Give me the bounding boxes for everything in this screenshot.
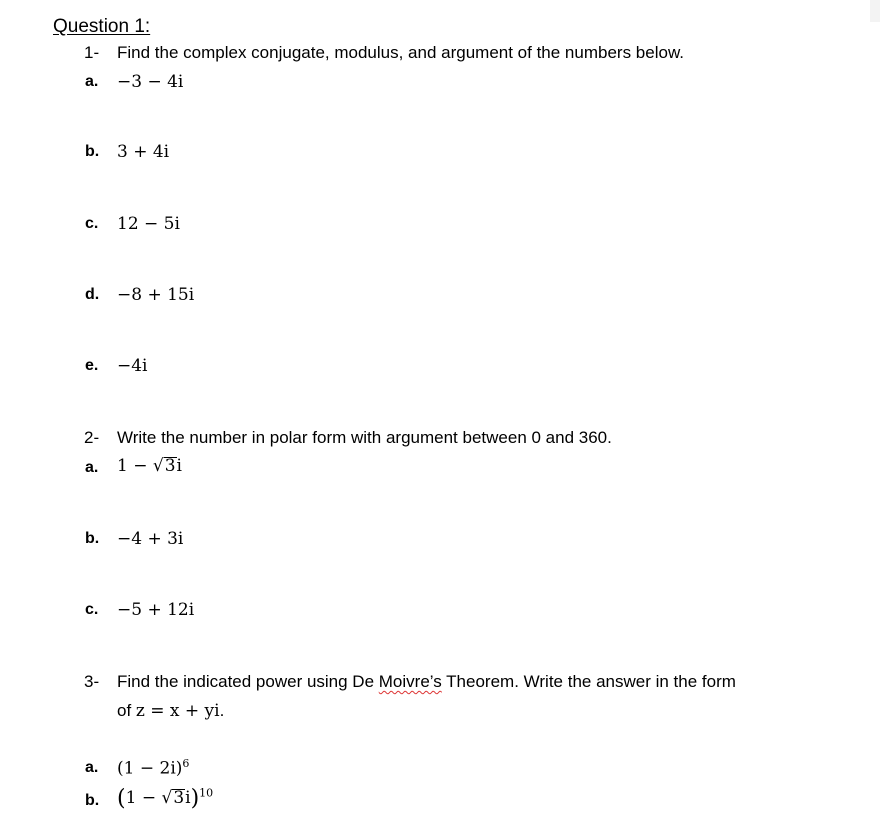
radicand: 3 xyxy=(164,456,176,476)
question-text-part: . xyxy=(219,701,225,720)
question-number: 1- xyxy=(84,43,100,62)
math-expression: −4i xyxy=(117,356,148,376)
math-expression: 3 + 4i xyxy=(117,142,170,162)
expr-prefix: 1 − xyxy=(125,788,162,808)
item-label: c. xyxy=(85,601,99,618)
item-label: b. xyxy=(85,792,100,809)
question-text-part: of xyxy=(117,701,136,720)
radical-sign: √ xyxy=(161,788,173,808)
item-label: a. xyxy=(85,73,99,90)
math-expression: −8 + 15i xyxy=(117,285,195,305)
question-text-part: Theorem. Write the answer in the form xyxy=(441,672,736,691)
question-text xyxy=(117,701,224,721)
inline-math: z = x + yi xyxy=(135,701,220,721)
expr-suffix: i xyxy=(176,456,182,476)
question-text: Write the number in polar form with argument between 0 and 360. xyxy=(117,428,612,447)
edge-strip xyxy=(870,0,880,22)
item-label: a. xyxy=(85,759,99,776)
question-number: 2- xyxy=(84,428,100,447)
radicand: 3 xyxy=(173,788,185,808)
math-expression: −3 − 4i xyxy=(117,72,184,92)
math-expression xyxy=(117,786,213,811)
power-exponent: 10 xyxy=(199,786,214,800)
item-label: b. xyxy=(85,143,100,160)
power-exponent: 6 xyxy=(182,757,190,770)
question-heading: Question 1: xyxy=(53,16,151,37)
math-expression xyxy=(117,757,189,779)
item-label: b. xyxy=(85,530,100,547)
math-expression: −4 + 3i xyxy=(117,529,184,549)
expr-prefix: 1 − xyxy=(117,456,153,476)
item-label: e. xyxy=(85,357,99,374)
question-text xyxy=(117,672,736,692)
spellcheck-word: Moivre’s xyxy=(378,672,442,691)
close-paren: ) xyxy=(190,786,200,811)
math-expression: 12 − 5i xyxy=(117,214,180,234)
question-text: Find the complex conjugate, modulus, and argument of the numbers below. xyxy=(117,43,685,62)
item-label: d. xyxy=(85,286,100,303)
item-label: c. xyxy=(85,215,99,232)
power-base: (1 − 2i) xyxy=(117,758,183,779)
expr-suffix: i xyxy=(185,788,191,808)
radical-sign: √ xyxy=(152,456,164,476)
open-paren: ( xyxy=(117,786,126,811)
question-number: 3- xyxy=(84,672,100,691)
item-label: a. xyxy=(85,459,99,476)
math-expression xyxy=(117,456,182,476)
math-expression: −5 + 12i xyxy=(117,600,195,620)
question-text-part: Find the indicated power using De xyxy=(117,672,379,691)
